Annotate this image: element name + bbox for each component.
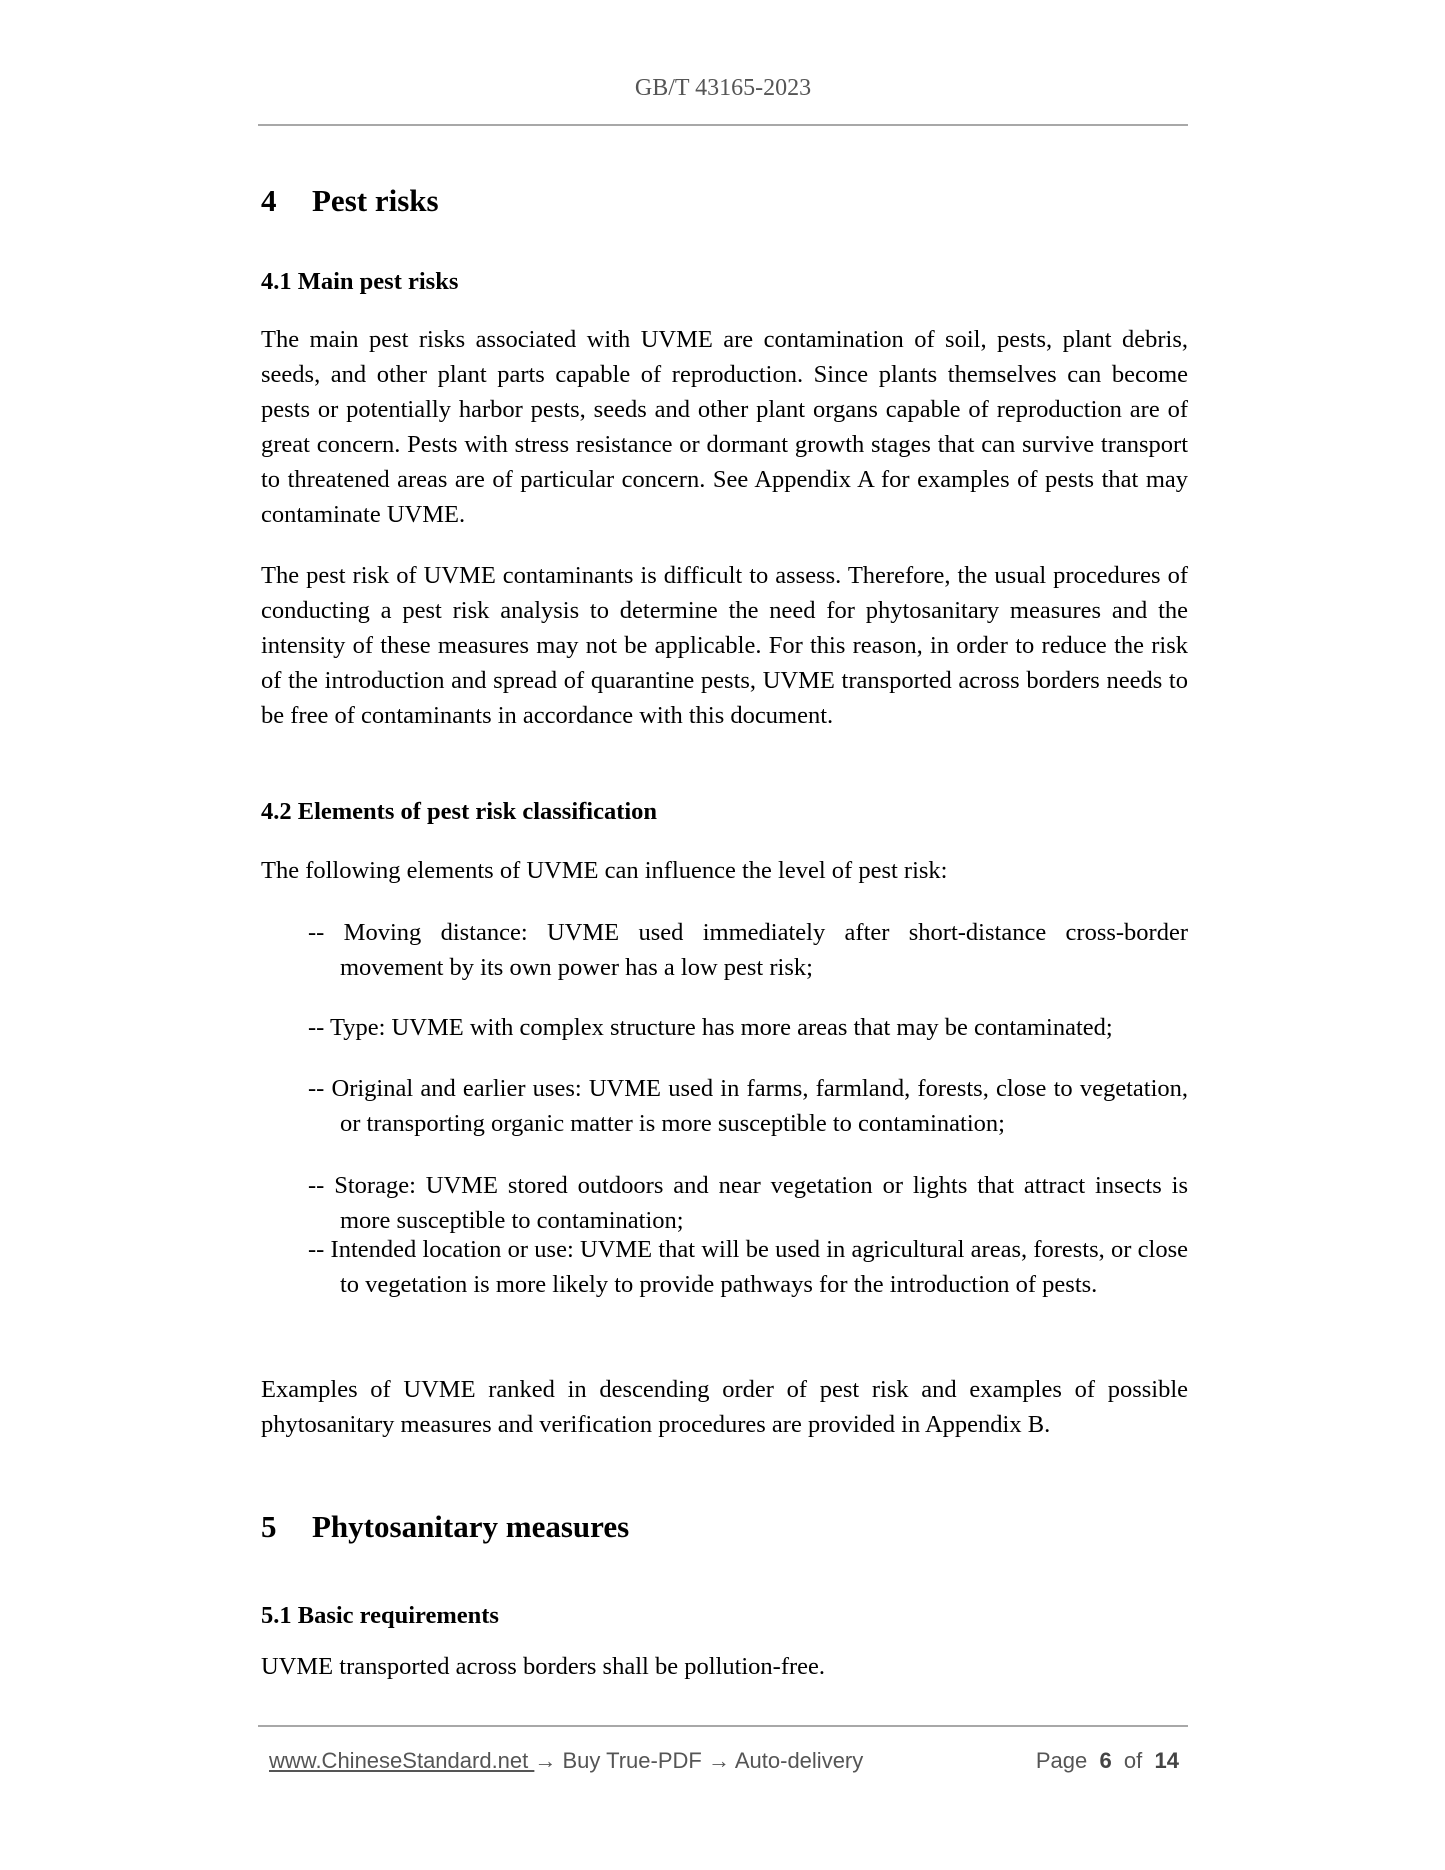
- page-footer: [269, 1747, 1179, 1777]
- page-label: Page: [1035, 1748, 1088, 1773]
- list-item: -- Type: UVME with complex structure has more areas that may be contaminated;: [308, 1014, 1113, 1041]
- arrow-right-icon: →: [534, 1748, 557, 1773]
- document-id-header: GB/T 43165-2023: [634, 75, 812, 101]
- section-4-1-heading: 4.1 Main pest risks: [261, 268, 459, 295]
- page-indicator: [1036, 1747, 1179, 1775]
- section-4-2-intro: The following elements of UVME can influence the level of pest risk:: [261, 857, 948, 884]
- section-5-heading: [261, 1509, 629, 1545]
- section-4-2-heading: 4.2 Elements of pest risk classification: [261, 798, 658, 825]
- header-divider: [258, 124, 1188, 126]
- footer-divider: [258, 1725, 1188, 1727]
- section-4-1-paragraph-1: The main pest risks associated with UVME are contamination of soil, pests, plant debris, seeds, and other plant parts capable of reproduction. Since plants themselves can become pests or potentially harbor pests, seeds and other plant organs capable of reproduction are of great concern. Pests with stress resistance or dormant growth stages that can survive transport to threatened areas are of particular concern. See Appendix A for examples of pests that may contaminate UVME.: [261, 326, 1188, 528]
- section-4-number: 4: [261, 183, 277, 218]
- section-5-number: 5: [261, 1509, 277, 1544]
- auto-delivery-text: Auto-delivery: [729, 1748, 864, 1773]
- section-5-title: Phytosanitary measures: [312, 1509, 630, 1544]
- section-5-1-paragraph: UVME transported across borders shall be pollution-free.: [261, 1653, 826, 1680]
- page-of-label: of: [1123, 1748, 1143, 1773]
- chinesestandard-link[interactable]: www.ChineseStandard.net: [269, 1748, 535, 1773]
- buy-true-pdf-text: Buy True-PDF: [556, 1748, 708, 1773]
- section-5-1-heading: 5.1 Basic requirements: [261, 1602, 499, 1629]
- section-4-title: Pest risks: [312, 183, 439, 218]
- list-item: -- Original and earlier uses: UVME used in farms, farmland, forests, close to vegetation, or transporting organic matter is more susceptible to contamination;: [308, 1075, 1188, 1137]
- section-4-heading: [261, 183, 439, 219]
- total-pages-number: 14: [1154, 1748, 1179, 1773]
- list-item: -- Storage: UVME stored outdoors and near vegetation or lights that attract insects is more susceptible to contamination;: [308, 1172, 1188, 1234]
- section-4-2-closing: Examples of UVME ranked in descending order of pest risk and examples of possible phytosanitary measures and verification procedures are provided in Appendix B.: [261, 1376, 1188, 1438]
- section-4-1-paragraph-2: The pest risk of UVME contaminants is difficult to assess. Therefore, the usual procedures of conducting a pest risk analysis to determine the need for phytosanitary measures and the intensity of these measures may not be applicable. For this reason, in order to reduce the risk of the introduction and spread of quarantine pests, UVME transported across borders needs to be free of contaminants in accordance with this document.: [261, 562, 1188, 729]
- list-item: -- Intended location or use: UVME that will be used in agricultural areas, forests, or close to vegetation is more likely to provide pathways for the introduction of pests.: [308, 1236, 1188, 1298]
- current-page-number: 6: [1099, 1748, 1112, 1773]
- list-item: -- Moving distance: UVME used immediately after short-distance cross-border movement by its own power has a low pest risk;: [308, 919, 1188, 981]
- arrow-right-icon: →: [707, 1748, 730, 1773]
